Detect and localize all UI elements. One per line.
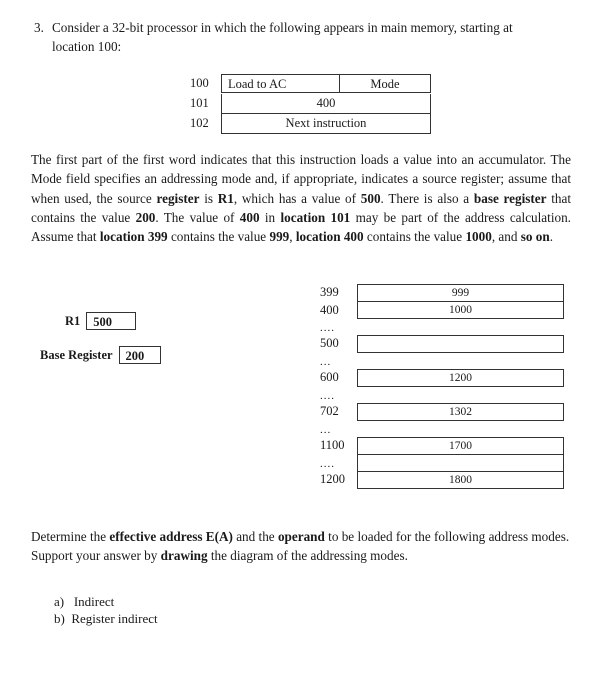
mem-address-702: 702	[320, 404, 339, 418]
mem-cell-399: 999	[357, 284, 564, 302]
r1-label: R1	[65, 313, 81, 328]
operand-cell: 400	[221, 94, 431, 114]
base-register	[40, 346, 161, 364]
mem-address-600: 600	[320, 370, 339, 384]
mem-cell-blank	[357, 454, 564, 472]
mem-cell-500	[357, 335, 564, 353]
mem-ellipsis: ....	[320, 458, 335, 470]
mode-field: Mode	[370, 77, 400, 91]
mem-address-400: 400	[320, 303, 339, 317]
mem-cell-702: 1302	[357, 403, 564, 421]
mem-address-1200: 1200	[320, 472, 345, 486]
mem-address-500: 500	[320, 336, 339, 350]
description-paragraph: The first part of the first word indicates that this instruction loads a value into an accumulator. The Mode field specifies an addressing mode and, if appropriate, indicates a source register; assume that when used, the source register is R1, which has a value of 500. There is also a base register that contains the value 200. The value of 400 in location 101 may be part of the address calculation. Assume that location 399 contains the value 999, location 400 contains the value 1000, and so on.	[31, 152, 572, 245]
mem-ellipsis: ...	[320, 356, 332, 368]
address-101: 101	[190, 96, 209, 110]
address-102: 102	[190, 116, 209, 130]
mem-ellipsis: ....	[320, 390, 335, 402]
opcode-field: Load to AC	[222, 75, 340, 92]
mem-cell-600: 1200	[357, 369, 564, 387]
mem-cell-1200: 1800	[357, 471, 564, 489]
mem-ellipsis: ....	[320, 322, 335, 334]
base-register-label: Base Register	[40, 347, 113, 362]
mem-cell-1100: 1700	[357, 437, 564, 455]
mem-ellipsis: ...	[320, 424, 332, 436]
question-number: 3.	[34, 20, 44, 35]
register-r1	[65, 312, 136, 330]
mem-address-399: 399	[320, 285, 339, 299]
option-b: b) Register indirect	[54, 611, 158, 626]
base-register-value: 200	[119, 346, 161, 364]
r1-value: 500	[86, 312, 136, 330]
mem-address-1100: 1100	[320, 438, 345, 452]
address-100: 100	[190, 76, 209, 90]
next-instruction-cell: Next instruction	[221, 114, 431, 134]
question-text-line1: Consider a 32-bit processor in which the following appears in main memory, starting at	[52, 20, 513, 35]
question-text-line2: location 100:	[52, 39, 122, 54]
option-a: a) Indirect	[54, 594, 115, 609]
task-instructions: Determine the effective address E(A) and the operand to be loaded for the following address modes. Support your answer by drawing the diagram of the addressing modes.	[31, 529, 570, 563]
mem-cell-400: 1000	[357, 301, 564, 319]
